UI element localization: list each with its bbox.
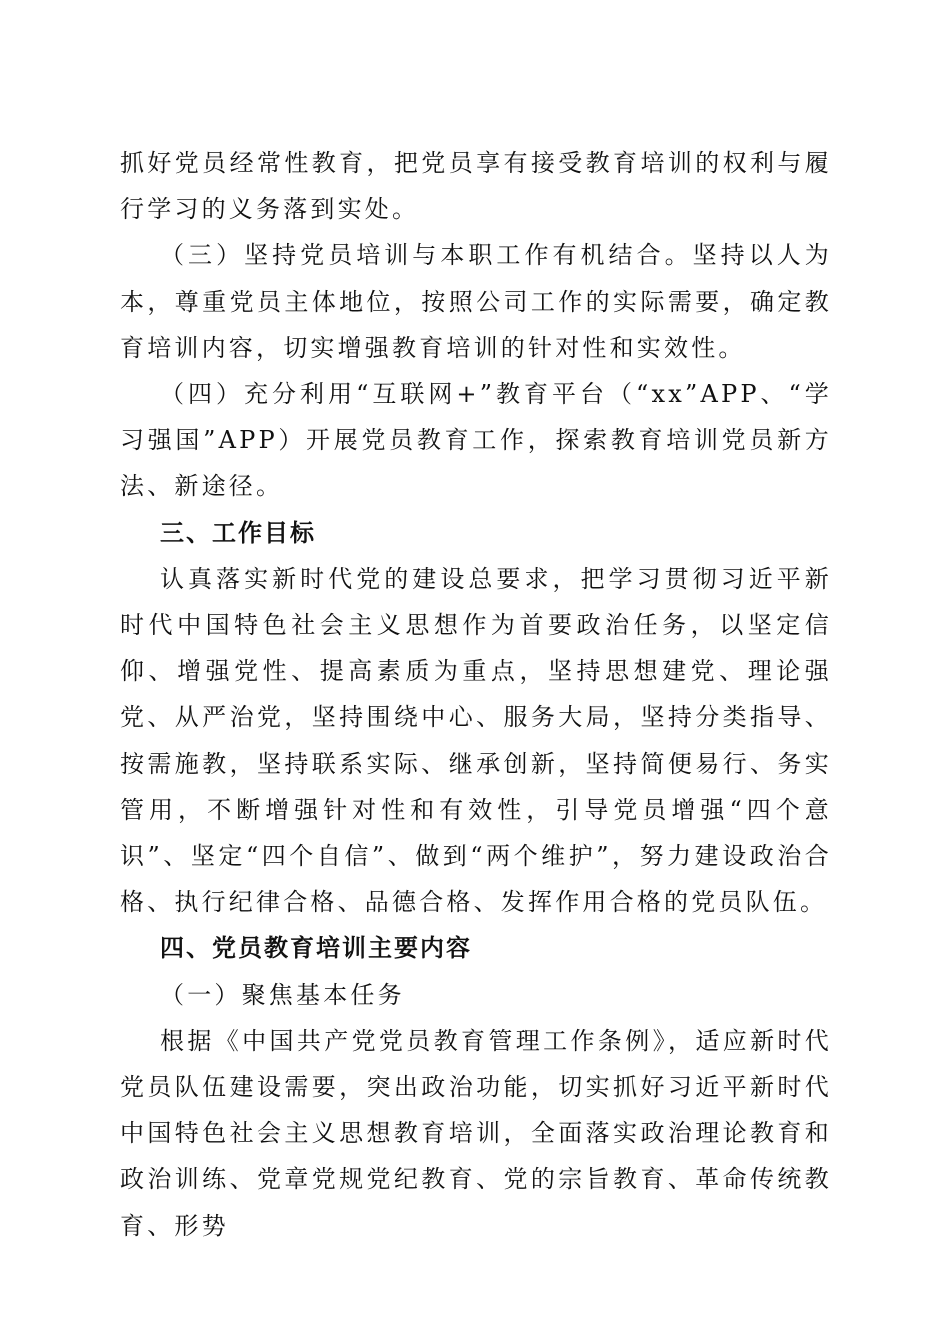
paragraph-continuation: 抓好党员经常性教育，把党员享有接受教育培训的权利与履行学习的义务落到实处。: [120, 149, 832, 224]
subsection-heading-basic-tasks: （一）聚焦基本任务: [160, 980, 405, 1009]
paragraph-basic-tasks: 根据《中国共产党党员教育管理工作条例》，适应新时代党员队伍建设需要，突出政治功能，切实抓好习近平新时代中国特色社会主义思想教育培训，全面落实政治理论教育和政治训练、党章党规党纪教育、党的宗旨教育、革命传统教育、形势: [120, 1026, 832, 1240]
paragraph-item-four: （四）充分利用“互联网+”教育平台（“xx”APP、“学习强国”APP）开展党员教育工作，探索教育培训党员新方法、新途径。: [120, 380, 832, 501]
document-body: [120, 140, 832, 1249]
section-heading-work-goals: 三、工作目标: [160, 518, 316, 547]
section-heading-training-content: 四、党员教育培训主要内容: [160, 934, 472, 963]
paragraph-work-goals: 认真落实新时代党的建设总要求，把学习贯彻习近平新时代中国特色社会主义思想作为首要政治任务，以坚定信仰、增强党性、提高素质为重点，坚持思想建党、理论强党、从严治党，坚持围绕中心、服务大局，坚持分类指导、按需施教，坚持联系实际、继承创新，坚持简便易行、务实管用，不断增强针对性和有效性，引导党员增强“四个意识”、坚定“四个自信”、做到“两个维护”，努力建设政治合格、执行纪律合格、品德合格、发挥作用合格的党员队伍。: [120, 564, 832, 917]
paragraph-item-three: （三）坚持党员培训与本职工作有机结合。坚持以人为本，尊重党员主体地位，按照公司工作的实际需要，确定教育培训内容，切实增强教育培训的针对性和实效性。: [120, 241, 832, 362]
